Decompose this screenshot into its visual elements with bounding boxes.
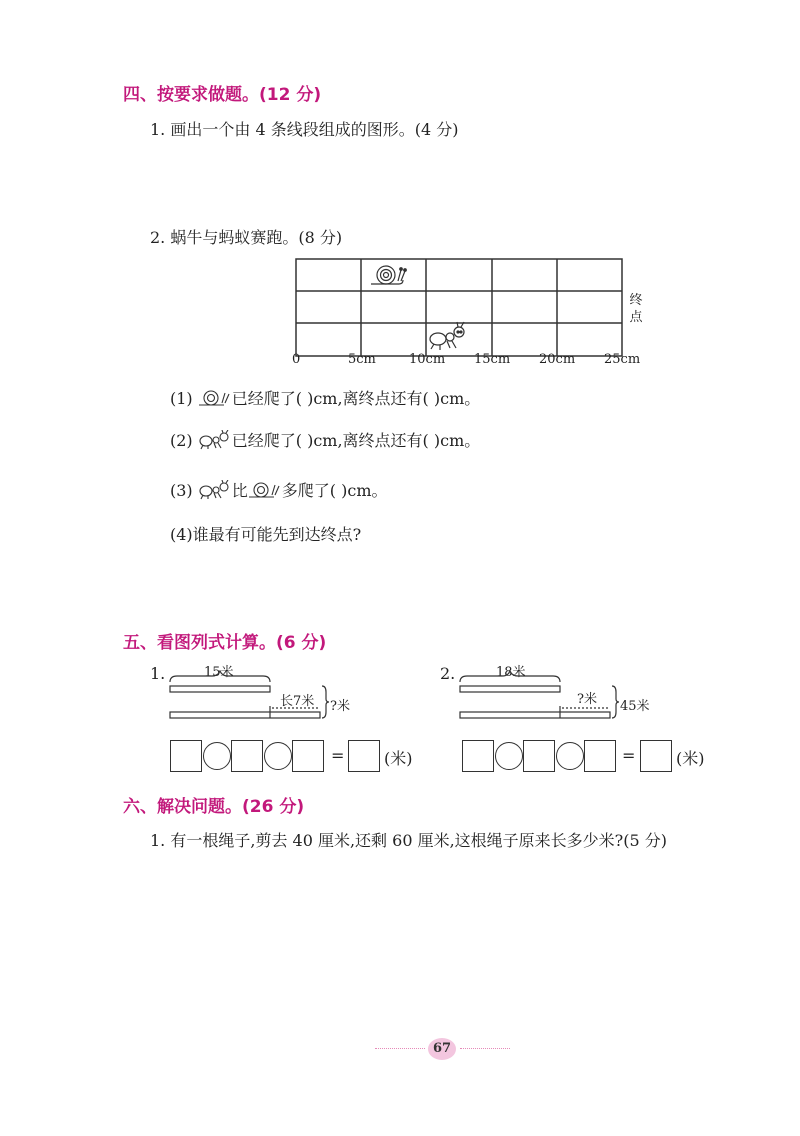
answer-box[interactable] xyxy=(523,740,555,772)
tick-15cm: 15cm xyxy=(474,352,511,367)
sub-question-4: (4)谁最有可能先到达终点? xyxy=(170,525,362,544)
operator-circle[interactable] xyxy=(495,742,523,770)
ant-icon xyxy=(198,430,232,450)
question-4-2: 2. 蜗牛与蚂蚁赛跑。(8 分) xyxy=(150,228,343,247)
tick-5cm: 5cm xyxy=(348,352,376,367)
unit-label: (米) xyxy=(384,749,413,768)
page-divider-right xyxy=(460,1048,510,1049)
problem-2-diagram xyxy=(455,670,625,725)
page-number: 67 xyxy=(428,1038,456,1060)
ant-icon xyxy=(430,322,464,350)
question-4-1: 1. 画出一个由 4 条线段组成的图形。(4 分) xyxy=(150,120,459,139)
page-divider-left xyxy=(375,1048,425,1049)
equals-sign: = xyxy=(622,746,636,765)
question-6-1: 1. 有一根绳子,剪去 40 厘米,还剩 60 厘米,这根绳子原来长多少米?(5 分) xyxy=(150,831,668,850)
operator-circle[interactable] xyxy=(556,742,584,770)
sub-question-1: (1) 已经爬了( )cm,离终点还有( )cm。 xyxy=(170,389,481,408)
problem-1-mid-label: 长7米 xyxy=(280,694,315,709)
problem-2-side-label: 45米 xyxy=(620,699,650,714)
snail-icon xyxy=(198,388,232,408)
answer-box[interactable] xyxy=(292,740,324,772)
tick-20cm: 20cm xyxy=(539,352,576,367)
tick-25cm: 25cm xyxy=(604,352,641,367)
tick-10cm: 10cm xyxy=(409,352,446,367)
unit-label: (米) xyxy=(676,749,705,768)
section-6-title: 六、解决问题。(26 分) xyxy=(123,797,305,817)
problem-1-side-label: ?米 xyxy=(330,699,350,714)
result-box[interactable] xyxy=(348,740,380,772)
snail-icon xyxy=(371,266,406,284)
problem-2-number: 2. xyxy=(440,664,456,683)
problem-1-top-label: 15米 xyxy=(204,665,234,680)
answer-box[interactable] xyxy=(231,740,263,772)
snail-icon xyxy=(248,480,282,500)
answer-box[interactable] xyxy=(584,740,616,772)
problem-2-top-label: 18米 xyxy=(496,665,526,680)
equals-sign: = xyxy=(331,746,345,765)
problem-1-number: 1. xyxy=(150,664,166,683)
section-5-title: 五、看图列式计算。(6 分) xyxy=(123,633,327,653)
answer-box[interactable] xyxy=(462,740,494,772)
sub-question-3: (3) 比 多爬了( )cm。 xyxy=(170,481,388,500)
ant-icon xyxy=(198,480,232,500)
sub-question-2: (2) 已经爬了( )cm,离终点还有( )cm。 xyxy=(170,431,481,450)
problem-1-diagram xyxy=(165,670,335,725)
section-4-title: 四、按要求做题。(12 分) xyxy=(123,85,322,105)
operator-circle[interactable] xyxy=(203,742,231,770)
operator-circle[interactable] xyxy=(264,742,292,770)
result-box[interactable] xyxy=(640,740,672,772)
problem-2-mid-label: ?米 xyxy=(577,692,597,707)
finish-label: 终 点 xyxy=(629,293,643,325)
answer-box[interactable] xyxy=(170,740,202,772)
tick-0: 0 xyxy=(292,352,301,367)
